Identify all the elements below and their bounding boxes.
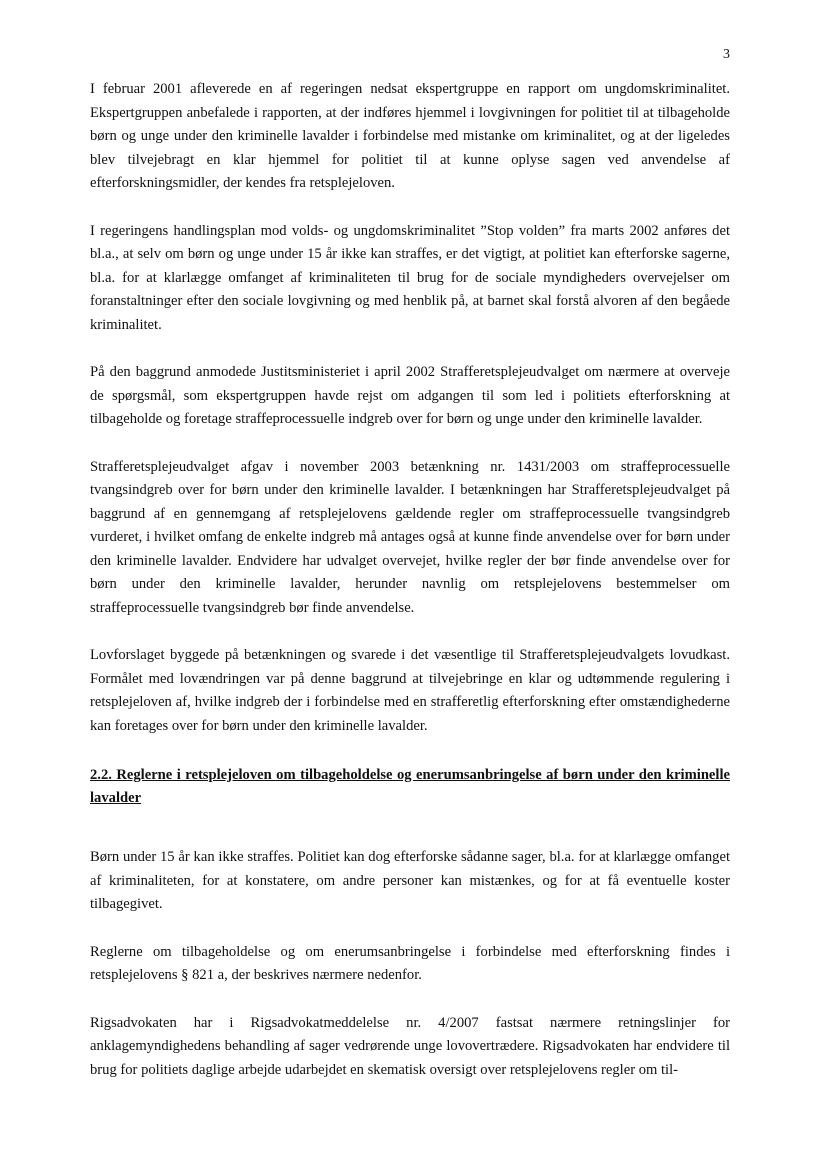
document-body — [90, 78, 730, 1106]
paragraph-prosecutor-guidelines: Rigsadvokaten har i Rigsadvokatmeddelelse nr. 4/2007 fastsat nærmere retningslinjer for anklagemyndighedens behandling af sager vedrørende unge lovovertrædere. Rigsadvokaten har endvidere til brug for politiets daglige arbejde udarbejdet en skematisk oversigt over retsplejelovens regler om til- — [90, 1014, 730, 1078]
paragraph-ministry-request: På den baggrund anmodede Justitsministeriet i april 2002 Strafferetsplejeudvalget om nærmere at overveje de spørgsmål, som ekspertgruppen havde rejst om adgangen til som led i politiets efterforskning at tilbageholde og foretage straffeprocessuelle indgreb over for børn og unge under den kriminelle lavalder. — [90, 364, 730, 427]
paragraph-committee-report: Strafferetsplejeudvalget afgav i november 2003 betænkning nr. 1431/2003 om straffeprocessuelle tvangsindgreb over for børn under den kriminelle lavalder. I betænkningen har Strafferetsplejeudvalget på baggrund af en gennemgang af retsplejelovens gældende regler om straffeprocessuelle tvangsindgreb vurderet, i hvilket omfang de enkelte indgreb må antages også at kunne finde anvendelse over for børn under den kriminelle lavalder. Endvidere har udvalget overvejet, hvilke regler der bør finde anvendelse over for børn under den kriminelle lavalder, herunder navnlig om retsplejelovens bestemmelser om straffeprocessuelle tvangsindgreb bør finde anvendelse. — [90, 458, 730, 616]
section-heading: 2.2. Reglerne i retsplejeloven om tilbageholdelse og enerumsanbringelse af børn under den kriminelle lavalder — [90, 767, 730, 806]
paragraph-children-under-15: Børn under 15 år kan ikke straffes. Politiet kan dog efterforske sådanne sager, bl.a. for at klarlægge omfanget af kriminaliteten, for at konstatere, om andre personer kan mistænkes, og for at få eventuelle koster tilbagegivet. — [90, 849, 730, 912]
paragraph-rules-location: Reglerne om tilbageholdelse og om enerumsanbringelse i forbindelse med efterforskning findes i retsplejelovens § 821 a, der beskrives nærmere nedenfor. — [90, 943, 730, 983]
page-number: 3 — [723, 47, 730, 62]
paragraph-bill-purpose: Lovforslaget byggede på betænkningen og svarede i det væsentlige til Strafferetsplejeudvalgets lovudkast. Formålet med lovændringen var på denne baggrund at tilvejebringe en klar og udtømmende regulering i retsplejeloven af, hvilke indgreb der i forbindelse med en strafferetlig efterforskning efter omstændighederne kan foretages over for børn under den kriminelle lavalder. — [90, 647, 730, 734]
paragraph-expert-group-report: I februar 2001 afleverede en af regeringen nedsat ekspertgruppe en rapport om ungdomskriminalitet. Ekspertgruppen anbefalede i rapporten, at der indføres hjemmel i lovgivningen for politiet til at tilbageholde børn og unge under den kriminelle lavalder i forbindelse med mistanke om kriminalitet, og at der ligeledes blev tilvejebragt en klar hjemmel for politiet til at kunne oplyse sagen ved anvendelse af efterforskningsmidler, der kendes fra retsplejeloven. — [90, 81, 730, 191]
paragraph-action-plan: I regeringens handlingsplan mod volds- og ungdomskriminalitet ”Stop volden” fra marts 2002 anføres det bl.a., at selv om børn og unge under 15 år ikke kan straffes, er det vigtigt, at politiet kan efterforske sagerne, bl.a. for at klarlægge omfanget af kriminaliteten til brug for de sociale myndigheders overvejelser om foranstaltninger efter den sociale lovgivning og med henblik på, at barnet skal forstå alvoren af den begåede kriminalitet. — [90, 222, 730, 333]
